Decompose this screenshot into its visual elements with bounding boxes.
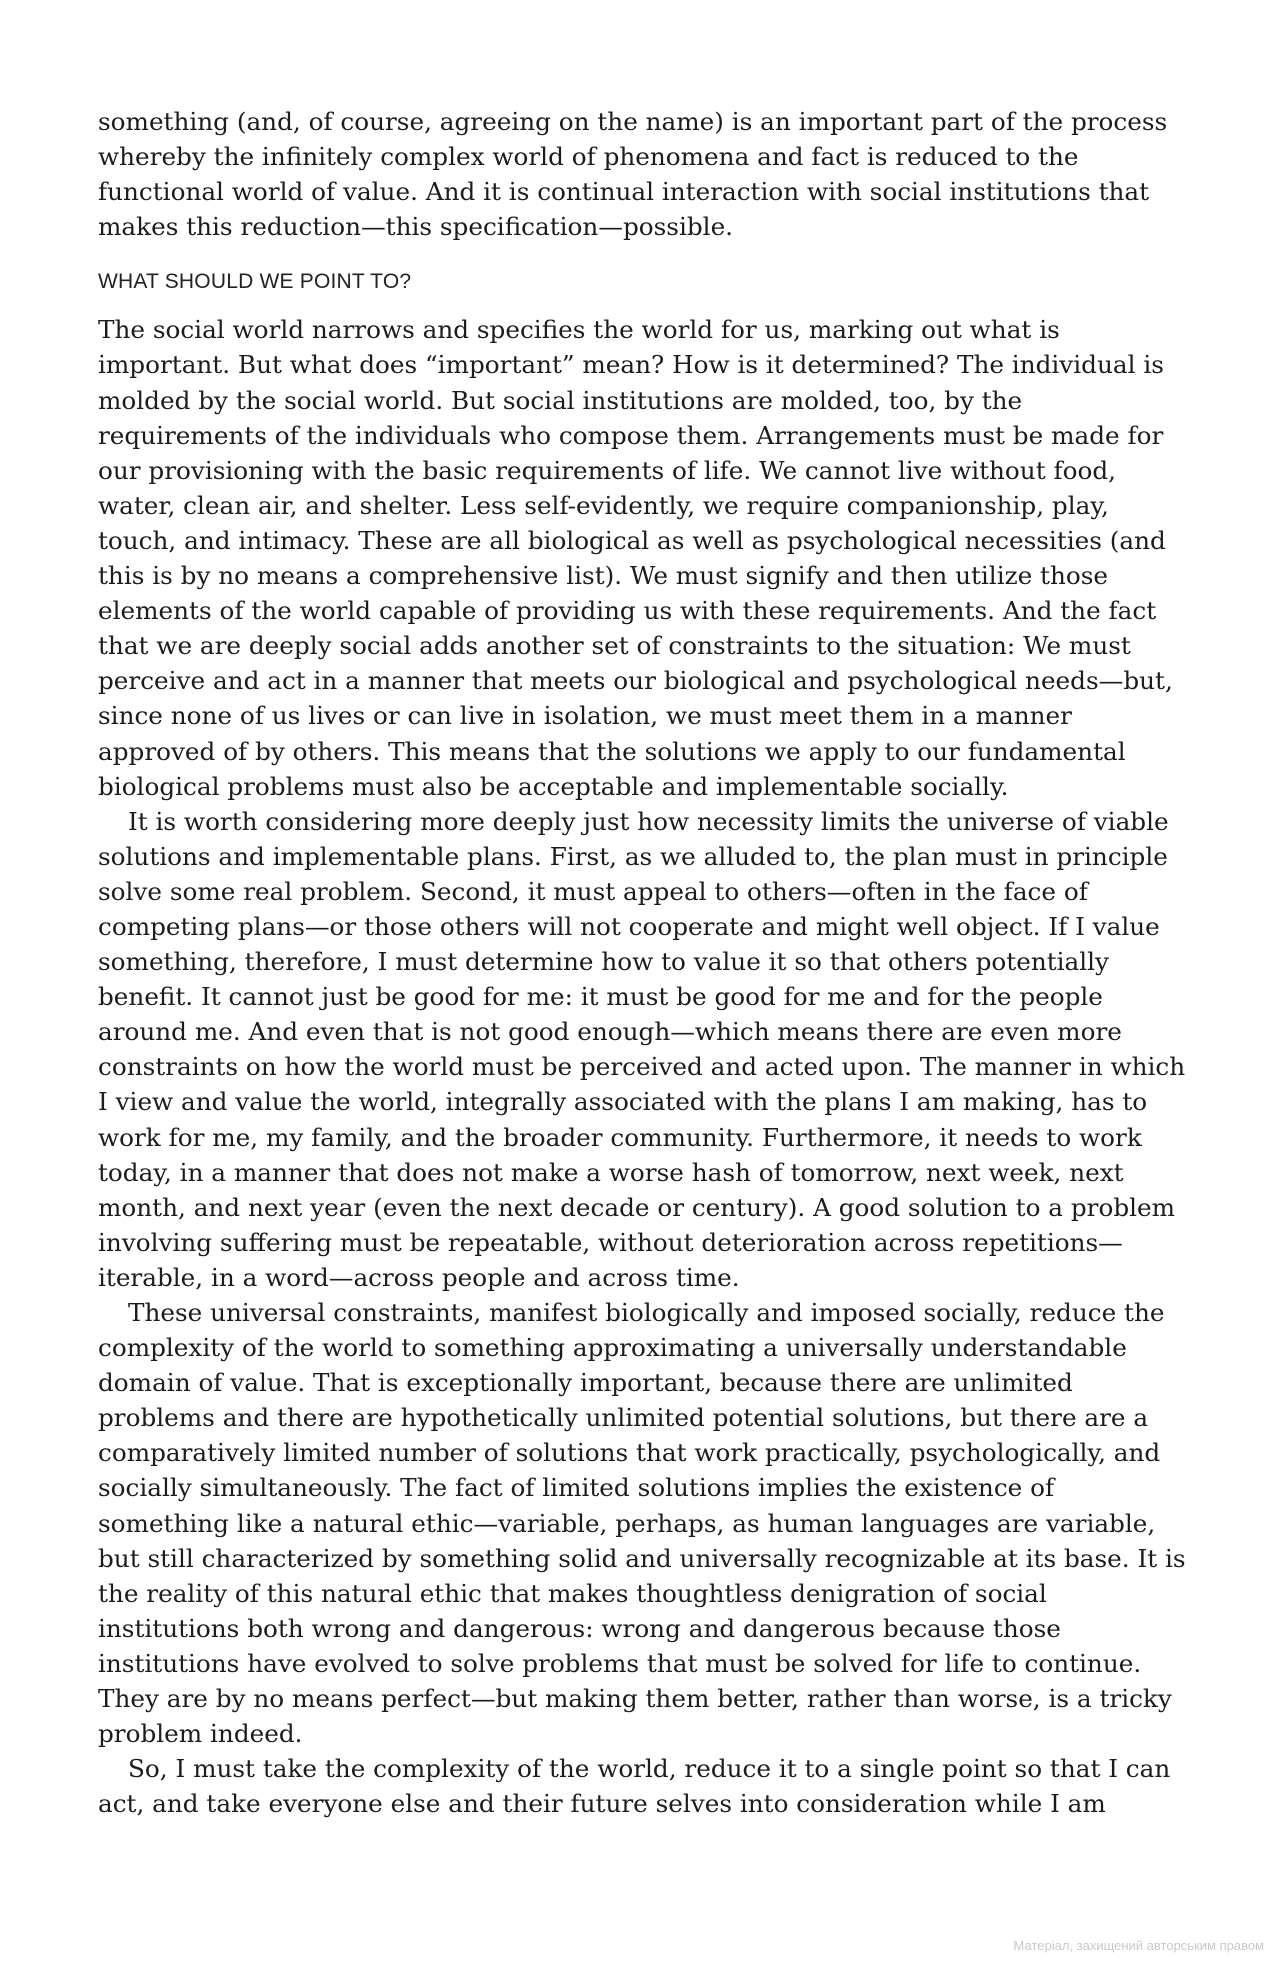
paragraph-3: These universal constraints, manifest biologically and imposed socially, reduce the complexity of the world to something approximating a universally understandable domain of value. That is exceptionally important, because there are unlimited problems and there are hypothetically unlimited potential solutions, but there are a comparatively limited number of solutions that work practically, psychologically, and socially simultaneously. The fact of limited solutions implies the existence of something like a natural ethic—variable, perhaps, as human languages are variable, but still characterized by something solid and universally recognizable at its base. It is the reality of this natural ethic that makes thoughtless denigration of social institutions both wrong and dangerous: wrong and dangerous because those institutions have evolved to solve problems that must be solved for life to continue. They are by no means perfect—but making them better, rather than worse, is a tricky problem indeed. [98, 1298, 1186, 1749]
paragraph-2: It is worth considering more deeply just how necessity limits the universe of viable solutions and implementable plans. First, as we alluded to, the plan must in principle solve some real problem. Second, it must appeal to others—often in the face of competing plans—or those others will not cooperate and might well object. If I value something, therefore, I must determine how to value it so that others potentially benefit. It cannot just be good for me: it must be good for me and for the people around me. And even that is not good enough—which means there are even more constraints on how the world must be perceived and acted upon. The manner in which I view and value the world, integrally associated with the plans I am making, has to work for me, my family, and the broader community. Furthermore, it needs to work today, in a manner that does not make a worse hash of tomorrow, next week, next month, and next year (even the next decade or century). A good solution to a problem involving suffering must be repeatable, without deterioration across repetitions—iterable, in a word—across people and across time. [98, 806, 1186, 1292]
paragraph-continuation: something (and, of course, agreeing on the name) is an important part of the process whereby the infinitely complex world of phenomena and fact is reduced to the functional world of value. And it is continual interaction with social institutions that makes this reduction—this specification—possible. [98, 107, 1168, 242]
book-page [98, 104, 1188, 1821]
copyright-watermark: Матеріал, захищений авторським правом [1013, 1938, 1264, 1953]
section-heading: WHAT SHOULD WE POINT TO? [98, 270, 412, 294]
paragraph-4: So, I must take the complexity of the world, reduce it to a single point so that I can act, and take everyone else and their future selves into consideration while I am [98, 1754, 1171, 1819]
paragraph-1: The social world narrows and specifies the world for us, marking out what is important. But what does “important” mean? How is it determined? The individual is molded by the social world. But social institutions are molded, too, by the requirements of the individuals who compose them. Arrangements must be made for our provisioning with the basic requirements of life. We cannot live without food, water, clean air, and shelter. Less self-evidently, we require companionship, play, touch, and intimacy. These are all biological as well as psychological necessities (and this is by no means a comprehensive list). We must signify and then utilize those elements of the world capable of providing us with these requirements. And the fact that we are deeply social adds another set of constraints to the situation: We must perceive and act in a manner that meets our biological and psychological needs—but, since none of us lives or can live in isolation, we must meet them in a manner approved of by others. This means that the solutions we apply to our fundamental biological problems must also be acceptable and implementable socially. [98, 315, 1173, 801]
